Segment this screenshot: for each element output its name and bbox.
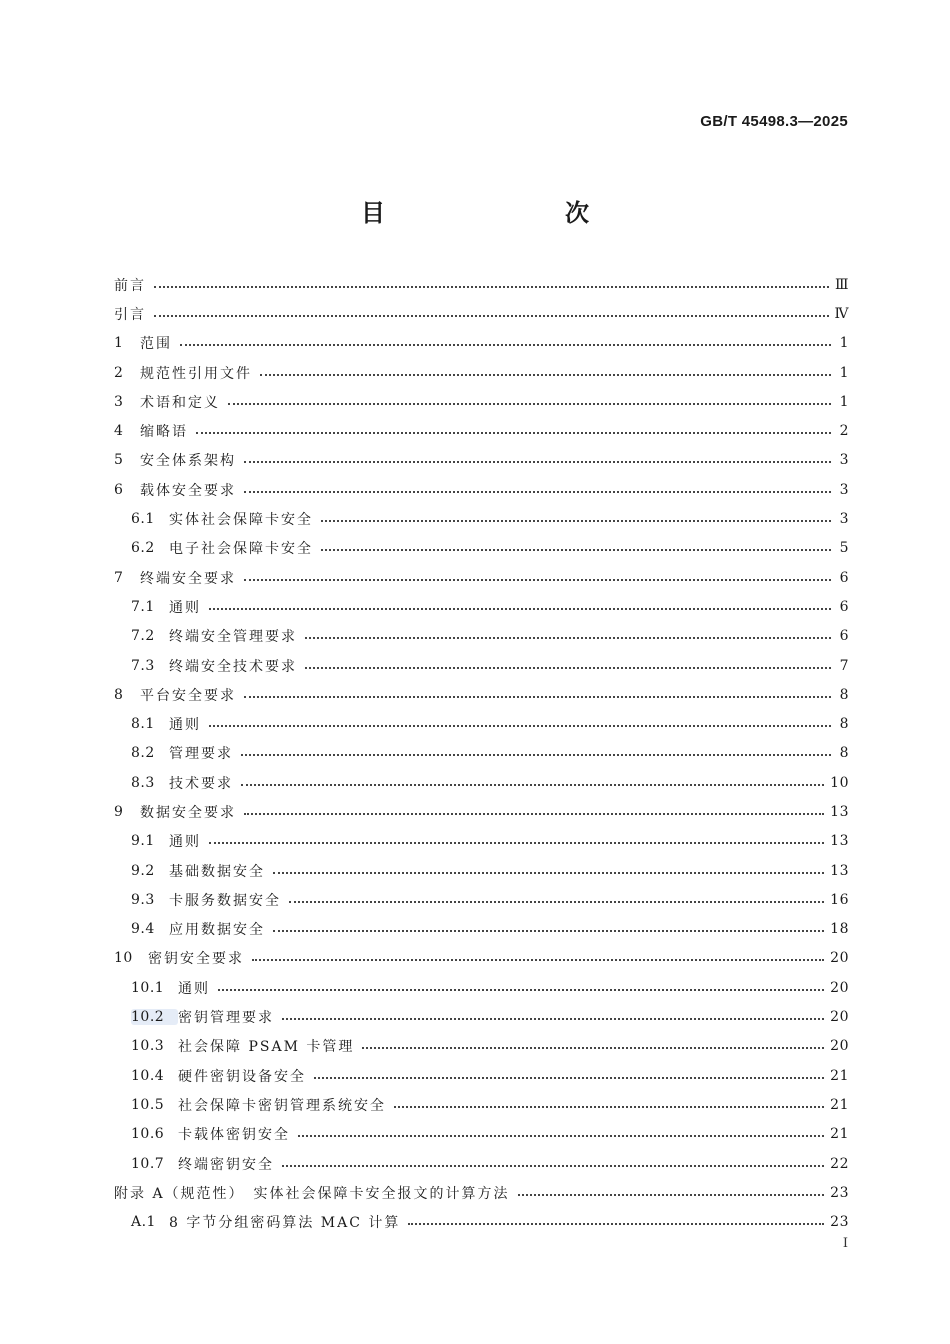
toc-entry-9[interactable] — [114, 797, 849, 826]
toc-page-number: 3 — [839, 511, 849, 528]
toc-entry-title: 卡服务数据安全 — [169, 892, 281, 909]
toc-num: 7.3 — [131, 657, 155, 674]
toc-entry-title: 通则 — [169, 717, 201, 734]
toc-entry-introduction[interactable] — [114, 299, 849, 328]
toc-entry-title: 前言 — [114, 277, 146, 294]
toc-page-number: 23 — [830, 1184, 849, 1201]
dot-leader — [252, 959, 824, 961]
toc-num: A.1 — [131, 1214, 156, 1231]
toc-num: 10.3 — [131, 1038, 165, 1055]
toc-num: 10.1 — [131, 979, 165, 996]
toc-entry-title: 附录 A（规范性） 实体社会保障卡安全报文的计算方法 — [114, 1185, 510, 1202]
toc-entry-title: 社会保障 PSAM 卡管理 — [178, 1039, 355, 1056]
dot-leader — [260, 374, 831, 376]
toc-entry-5[interactable] — [114, 446, 849, 475]
toc-num: 3 — [114, 393, 124, 410]
toc-page-number: 22 — [830, 1155, 849, 1172]
dot-leader — [209, 725, 831, 727]
toc-page-number: 13 — [830, 862, 849, 879]
dot-leader — [273, 872, 824, 874]
toc-page-number: 6 — [839, 628, 849, 645]
toc-entry-title: 安全体系架构 — [140, 453, 236, 470]
toc-page-number: 21 — [830, 1067, 849, 1084]
dot-leader — [305, 637, 831, 639]
toc-page-number: 1 — [839, 335, 849, 352]
toc-entry-10-3[interactable] — [114, 1032, 849, 1061]
dot-leader — [518, 1194, 825, 1196]
page-number-footer: I — [842, 1236, 848, 1251]
toc-page-number: 8 — [839, 745, 849, 762]
toc-page-number: 20 — [830, 950, 849, 967]
toc-entry-10[interactable] — [114, 944, 849, 973]
toc-entry-10-2[interactable] — [114, 1002, 849, 1031]
toc-page-number: 21 — [830, 1096, 849, 1113]
toc-num: 6.1 — [131, 511, 155, 528]
toc-page-number: 20 — [830, 979, 849, 996]
toc-entry-title: 密钥管理要求 — [178, 1010, 274, 1027]
toc-entry-1[interactable] — [114, 329, 849, 358]
toc-entry-title: 卡载体密钥安全 — [178, 1127, 290, 1144]
toc-entry-title: 硬件密钥设备安全 — [178, 1068, 306, 1085]
toc-entry-3[interactable] — [114, 387, 849, 416]
toc-num: 7 — [114, 569, 124, 586]
toc-entry-10-7[interactable] — [114, 1149, 849, 1178]
toc-num: 9.1 — [131, 833, 155, 850]
dot-leader — [321, 520, 831, 522]
dot-leader — [241, 754, 831, 756]
toc-entry-title: 密钥安全要求 — [148, 951, 244, 968]
dot-leader — [282, 1165, 824, 1167]
toc-entry-10-1[interactable] — [114, 973, 849, 1002]
toc-entry-title: 缩略语 — [140, 424, 188, 441]
toc-entry-10-6[interactable] — [114, 1120, 849, 1149]
toc-entry-7-2[interactable] — [114, 622, 849, 651]
dot-leader — [362, 1047, 824, 1049]
toc-entry-title: 术语和定义 — [140, 394, 220, 411]
toc-page-number: 3 — [839, 481, 849, 498]
toc-num: 4 — [114, 423, 124, 440]
dot-leader — [282, 1018, 824, 1020]
toc-page-number: 13 — [830, 833, 849, 850]
toc-page-number: 6 — [839, 569, 849, 586]
dot-leader — [314, 1077, 824, 1079]
toc-entry-8-1[interactable] — [114, 709, 849, 738]
toc-num: 10.4 — [131, 1067, 165, 1084]
toc-entry-9-1[interactable] — [114, 827, 849, 856]
toc-entry-title: 数据安全要求 — [140, 804, 236, 821]
toc-num: 10.6 — [131, 1126, 165, 1143]
toc-page-number: 8 — [839, 716, 849, 733]
toc-page-number: 10 — [830, 774, 849, 791]
dot-leader — [218, 989, 824, 991]
toc-page-number: 23 — [830, 1214, 849, 1231]
toc-num: 9.3 — [131, 891, 155, 908]
toc-num: 1 — [114, 335, 124, 352]
dot-leader — [196, 432, 831, 434]
toc-entry-appendix-a[interactable] — [114, 1178, 849, 1207]
toc-entry-title: 基础数据安全 — [169, 863, 265, 880]
dot-leader — [273, 930, 824, 932]
toc-entry-title: 终端安全管理要求 — [169, 629, 297, 646]
toc-entry-8-2[interactable] — [114, 739, 849, 768]
toc-num: 10.2 — [131, 1009, 178, 1025]
table-of-contents — [114, 270, 849, 1237]
toc-page-number: 3 — [839, 452, 849, 469]
toc-entry-6[interactable] — [114, 475, 849, 504]
toc-num: 8.1 — [131, 716, 155, 733]
toc-num: 8 — [114, 686, 124, 703]
toc-num: 6 — [114, 481, 124, 498]
toc-entry-title: 技术要求 — [169, 775, 233, 792]
dot-leader — [244, 461, 831, 463]
toc-entry-9-3[interactable] — [114, 885, 849, 914]
dot-leader — [305, 667, 831, 669]
toc-entry-title: 电子社会保障卡安全 — [169, 541, 313, 558]
dot-leader — [241, 784, 824, 786]
toc-entry-title: 实体社会保障卡安全 — [169, 512, 313, 529]
dot-leader — [154, 315, 829, 317]
dot-leader — [244, 579, 831, 581]
toc-entry-10-5[interactable] — [114, 1090, 849, 1119]
toc-page-number: 1 — [839, 364, 849, 381]
toc-entry-title: 社会保障卡密钥管理系统安全 — [178, 1097, 386, 1114]
toc-entry-10-4[interactable] — [114, 1061, 849, 1090]
toc-page-number: Ⅲ — [834, 276, 849, 293]
toc-entry-title: 规范性引用文件 — [140, 365, 252, 382]
dot-leader — [228, 403, 831, 405]
dot-leader — [321, 549, 831, 551]
toc-entry-title: 终端密钥安全 — [178, 1156, 274, 1173]
dot-leader — [408, 1223, 824, 1225]
toc-entry-title: 管理要求 — [169, 746, 233, 763]
toc-num: 7.2 — [131, 628, 155, 645]
toc-entry-title: 载体安全要求 — [140, 482, 236, 499]
toc-num: 5 — [114, 452, 124, 469]
toc-num: 9.4 — [131, 921, 155, 938]
dot-leader — [180, 344, 831, 346]
toc-num: 2 — [114, 364, 124, 381]
toc-page-number: 7 — [839, 657, 849, 674]
toc-entry-title: 应用数据安全 — [169, 922, 265, 939]
toc-entry-6-1[interactable] — [114, 504, 849, 533]
toc-entry-title: 终端安全要求 — [140, 570, 236, 587]
standard-code: GB/T 45498.3—2025 — [700, 113, 848, 130]
toc-entry-title: 终端安全技术要求 — [169, 658, 297, 675]
toc-page-number: 1 — [839, 393, 849, 410]
dot-leader — [289, 901, 824, 903]
toc-page-number: Ⅳ — [834, 305, 849, 322]
dot-leader — [244, 696, 831, 698]
toc-page-number: 13 — [830, 803, 849, 820]
toc-entry-title: 平台安全要求 — [140, 687, 236, 704]
toc-entry-9-2[interactable] — [114, 856, 849, 885]
toc-num: 8.2 — [131, 745, 155, 762]
dot-leader — [209, 842, 824, 844]
toc-num: 7.1 — [131, 598, 155, 615]
toc-entry-title: 通则 — [169, 834, 201, 851]
toc-entry-7[interactable] — [114, 563, 849, 592]
toc-entry-foreword[interactable] — [114, 270, 849, 299]
toc-entry-a-1[interactable] — [114, 1208, 849, 1237]
toc-num: 9 — [114, 803, 124, 820]
toc-entry-9-4[interactable] — [114, 915, 849, 944]
toc-page-number: 8 — [839, 686, 849, 703]
toc-entry-title: 通则 — [169, 599, 201, 616]
toc-entry-title: 范围 — [140, 336, 172, 353]
toc-entry-2[interactable] — [114, 358, 849, 387]
toc-entry-title: 通则 — [178, 980, 210, 997]
dot-leader — [209, 608, 831, 610]
toc-num: 6.2 — [131, 540, 155, 557]
toc-entry-8-3[interactable] — [114, 768, 849, 797]
toc-entry-7-3[interactable] — [114, 651, 849, 680]
toc-page-number: 6 — [839, 598, 849, 615]
toc-page-number: 2 — [839, 423, 849, 440]
toc-entry-4[interactable] — [114, 416, 849, 445]
toc-entry-title: 8 字节分组密码算法 MAC 计算 — [169, 1215, 401, 1232]
toc-entry-title: 引言 — [114, 306, 146, 323]
dot-leader — [394, 1106, 824, 1108]
toc-page-number: 16 — [830, 891, 849, 908]
toc-title: 目 次 — [361, 199, 633, 227]
toc-num: 10.5 — [131, 1096, 165, 1113]
dot-leader — [154, 286, 829, 288]
toc-entry-8[interactable] — [114, 680, 849, 709]
toc-num: 9.2 — [131, 862, 155, 879]
toc-num: 8.3 — [131, 774, 155, 791]
toc-entry-6-2[interactable] — [114, 534, 849, 563]
toc-page-number: 20 — [830, 1009, 849, 1026]
dot-leader — [244, 491, 831, 493]
toc-entry-7-1[interactable] — [114, 592, 849, 621]
toc-num: 10 — [114, 950, 133, 967]
toc-page-number: 5 — [839, 540, 849, 557]
toc-page-number: 20 — [830, 1038, 849, 1055]
toc-num: 10.7 — [131, 1155, 165, 1172]
toc-page-number: 21 — [830, 1126, 849, 1143]
toc-page-number: 18 — [830, 921, 849, 938]
dot-leader — [298, 1135, 824, 1137]
dot-leader — [244, 813, 824, 815]
